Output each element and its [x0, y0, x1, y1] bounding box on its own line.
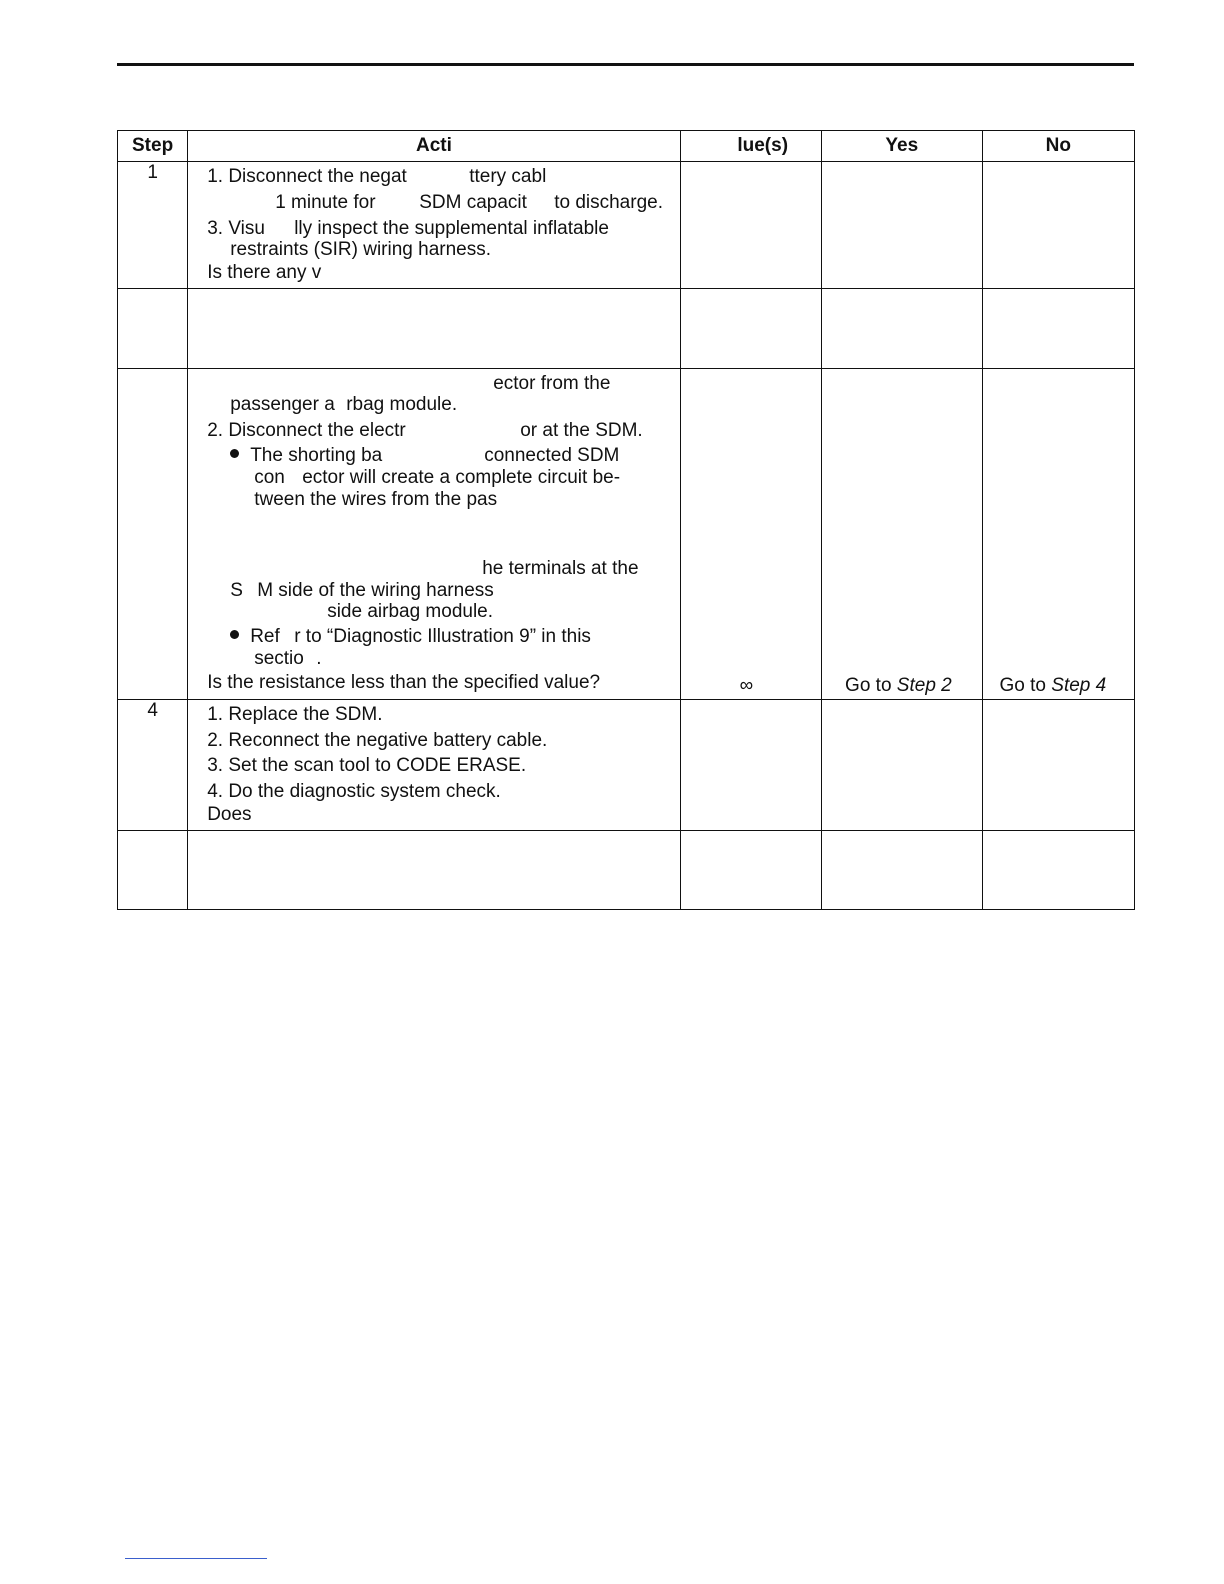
- header-rule: [117, 63, 1134, 66]
- header-yes: Yes: [822, 131, 982, 162]
- diagnostic-table: [117, 130, 1135, 910]
- action-line: to discharge.: [554, 192, 663, 213]
- action-line: 4. Do the diagnostic system check.: [207, 781, 501, 802]
- action-line: Is there any v: [207, 262, 322, 283]
- bullet-line: [230, 445, 382, 467]
- yes-cell: [822, 162, 982, 289]
- action-line: S: [230, 580, 243, 601]
- yes-cell: [822, 700, 982, 831]
- bullet-icon: [230, 449, 239, 458]
- value-cell: [680, 831, 821, 910]
- action-line: sectio: [254, 648, 304, 669]
- goto-prefix: Go to: [999, 675, 1052, 696]
- header-step: Step: [118, 131, 188, 162]
- action-line: ector from the: [493, 373, 611, 394]
- action-line: passenger a: [230, 394, 335, 415]
- bullet-line: [230, 626, 280, 648]
- no-cell: [982, 289, 1134, 369]
- action-cell: [188, 369, 680, 700]
- action-line: lly inspect the supplemental inflatable: [294, 218, 609, 239]
- action-line: Ref: [250, 626, 280, 647]
- action-line: 1. Replace the SDM.: [207, 704, 383, 725]
- action-line: he terminals at the: [482, 558, 639, 579]
- goto-step: Step 4: [1051, 675, 1107, 696]
- no-cell: [982, 369, 1134, 700]
- no-cell: [982, 831, 1134, 910]
- no-goto: [1000, 675, 1107, 697]
- value-cell: [680, 369, 821, 700]
- action-line: con: [254, 467, 285, 488]
- action-cell: [188, 289, 680, 369]
- table-row: [118, 162, 1135, 289]
- yes-cell: [822, 369, 982, 700]
- value-cell: [680, 700, 821, 831]
- step-number: 1: [118, 162, 188, 289]
- table-row: [118, 369, 1135, 700]
- footer-link-rule: [125, 1558, 267, 1559]
- action-line: side airbag module.: [327, 601, 494, 622]
- action-cell: [188, 700, 680, 831]
- action-line: ector will create a complete circuit be-: [302, 467, 621, 488]
- action-line: 1 minute for: [275, 192, 376, 213]
- value-cell: [680, 289, 821, 369]
- action-line: SDM capacit: [419, 192, 527, 213]
- action-line: connected SDM: [484, 445, 620, 466]
- action-line: Is the resistance less than the specified value?: [207, 672, 601, 693]
- yes-goto: [845, 675, 952, 697]
- step-number: [118, 289, 188, 369]
- bullet-icon: [230, 630, 239, 639]
- value-cell: [680, 162, 821, 289]
- action-line: tween the wires from the pas: [254, 489, 498, 510]
- action-line: ttery cabl: [469, 166, 547, 187]
- action-line: 2. Reconnect the negative battery cable.: [207, 730, 548, 751]
- header-no: No: [982, 131, 1134, 162]
- table-header-row: [118, 131, 1135, 162]
- action-line: 2. Disconnect the electr: [207, 420, 406, 441]
- goto-step: Step 2: [896, 675, 952, 696]
- action-line: 1. Disconnect the negat: [207, 166, 407, 187]
- yes-cell: [822, 289, 982, 369]
- yes-cell: [822, 831, 982, 910]
- header-action: Acti: [188, 131, 680, 162]
- step-number: [118, 831, 188, 910]
- action-line: Does: [207, 804, 252, 825]
- step-number: [118, 369, 188, 700]
- no-cell: [982, 700, 1134, 831]
- action-line: The shorting ba: [250, 445, 383, 466]
- value-infinity: ∞: [739, 675, 754, 696]
- action-line: 3. Set the scan tool to CODE ERASE.: [207, 755, 527, 776]
- action-line: .: [316, 648, 322, 669]
- action-line: or at the SDM.: [520, 420, 643, 441]
- goto-prefix: Go to: [845, 675, 897, 696]
- action-line: rbag module.: [346, 394, 458, 415]
- no-cell: [982, 162, 1134, 289]
- table-row: [118, 289, 1135, 369]
- action-cell: [188, 162, 680, 289]
- step-number: 4: [118, 700, 188, 831]
- action-cell: [188, 831, 680, 910]
- header-values: lue(s): [680, 131, 821, 162]
- action-line: 3. Visu: [207, 218, 265, 239]
- table-row: [118, 700, 1135, 831]
- action-line: M side of the wiring harness: [257, 580, 494, 601]
- action-line: restraints (SIR) wiring harness.: [230, 239, 491, 260]
- action-line: r to “Diagnostic Illustration 9” in this: [294, 626, 591, 647]
- table-row: [118, 831, 1135, 910]
